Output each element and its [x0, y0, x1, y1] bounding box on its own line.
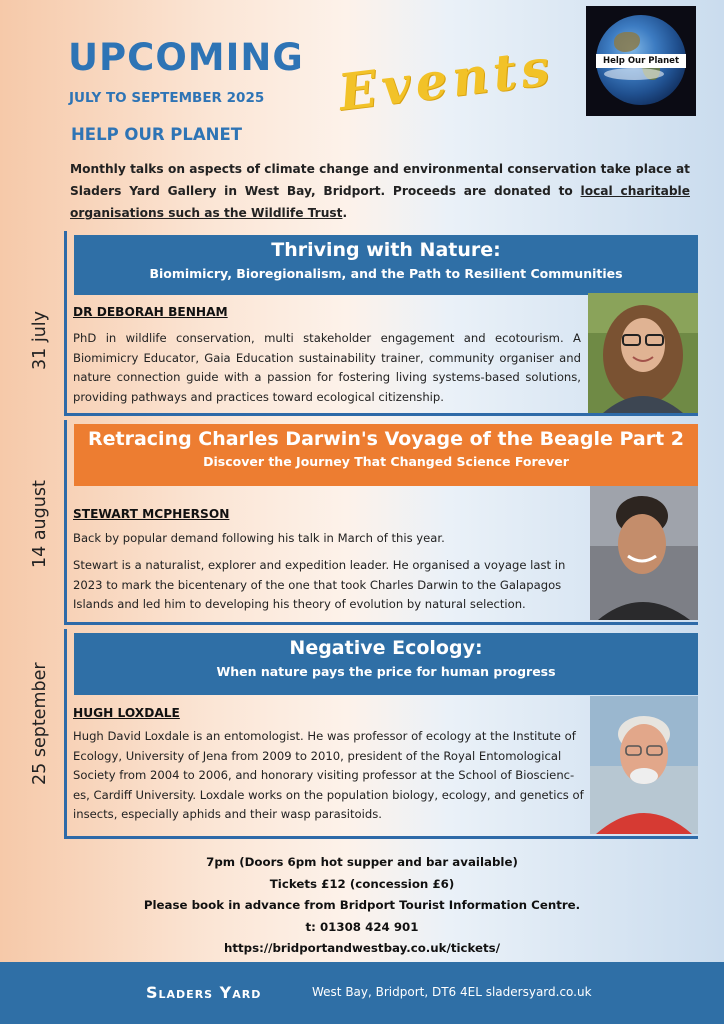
speaker-photo — [590, 486, 698, 620]
event-subtitle: Biomimicry, Bioregionalism, and the Path to Resilient Communities — [149, 266, 623, 281]
speaker-photo — [588, 293, 698, 413]
tickets-url[interactable]: https://bridportandwestbay.co.uk/tickets/ — [223, 941, 501, 955]
event-date: 14 august — [30, 480, 50, 568]
speaker-bio: Stewart is a naturalist, explorer and expedition leader. He organised a voyage last in 2023 to mark the bicentenary of the one that took Charles Darwin to the Galapagos Islands and led him to developing his theory of evolution by natural selection. — [73, 558, 566, 611]
speaker-photo — [590, 696, 698, 834]
intro-end: . — [342, 206, 348, 220]
event-card — [64, 629, 698, 839]
logo-label: Help Our Planet — [596, 54, 686, 68]
date-range: JULY TO SEPTEMBER 2025 — [69, 90, 265, 106]
tickets-line: Tickets £12 (concession £6) — [269, 876, 455, 891]
phone-line: t: 01308 424 901 — [305, 919, 419, 934]
event-title: Retracing Charles Darwin's Voyage of the Beagle Part 2 — [88, 428, 684, 450]
events-script-title: Events — [335, 37, 558, 122]
event-date: 25 september — [30, 662, 50, 785]
ticket-info — [0, 852, 724, 960]
poster-title: UPCOMING — [68, 36, 304, 79]
event-subtitle: When nature pays the price for human progress — [216, 664, 556, 679]
footer-bar — [0, 962, 724, 1024]
event-subtitle: Discover the Journey That Changed Science Forever — [203, 454, 569, 469]
speaker-name: STEWART MCPHERSON — [73, 507, 230, 521]
time-line: 7pm (Doors 6pm hot supper and bar available) — [206, 855, 518, 869]
charities-link[interactable]: local charitable organisations such as the Wildlife Trust — [70, 184, 690, 220]
booking-line: Please book in advance from Bridport Tourist Information Centre. — [143, 898, 581, 912]
event-banner — [74, 424, 698, 486]
event-card — [64, 420, 698, 625]
speaker-name: HUGH LOXDALE — [73, 706, 180, 720]
brand-name: Sladers Yard — [146, 983, 262, 1002]
event-banner — [74, 235, 698, 295]
event-banner — [74, 633, 698, 695]
speaker-note: Back by popular demand following his talk in March of this year. — [73, 531, 445, 545]
address: West Bay, Bridport, DT6 4EL sladersyard.co.uk — [312, 985, 592, 999]
event-title: Thriving with Nature: — [271, 239, 501, 261]
speaker-name: DR DEBORAH BENHAM — [73, 305, 228, 319]
event-card — [64, 231, 698, 416]
intro-paragraph — [70, 158, 690, 224]
intro-text: Monthly talks on aspects of climate change and environmental conservation take place at Sladers Yard Gallery in West Bay, Bridport. Proceeds are donated to — [70, 162, 690, 198]
section-heading: HELP OUR PLANET — [71, 125, 243, 144]
event-title: Negative Ecology: — [289, 637, 483, 659]
help-our-planet-logo — [586, 6, 696, 116]
speaker-bio: Hugh David Loxdale is an entomologist. He was professor of ecology at the Institute of Ecology, University of Jena from 2009 to 2010, president of the Royal Entomological Society from 2004 to 2006, and honorary visiting professor at the School of Bioscienc-es, Cardiff University. Loxdale works on the population biology, ecology, and genetics of insects, especially aphids and their wasp parasitoids. — [73, 729, 584, 821]
speaker-bio: PhD in wildlife conservation, multi stakeholder engagement and ecotourism. A Biomimicry Educator, Gaia Education sustainability trainer, community organiser and nature connection guide with a passion for fostering living systems-based solutions, providing pathways and practices toward ecological citizenship. — [73, 331, 581, 404]
event-date: 31 july — [30, 310, 50, 370]
